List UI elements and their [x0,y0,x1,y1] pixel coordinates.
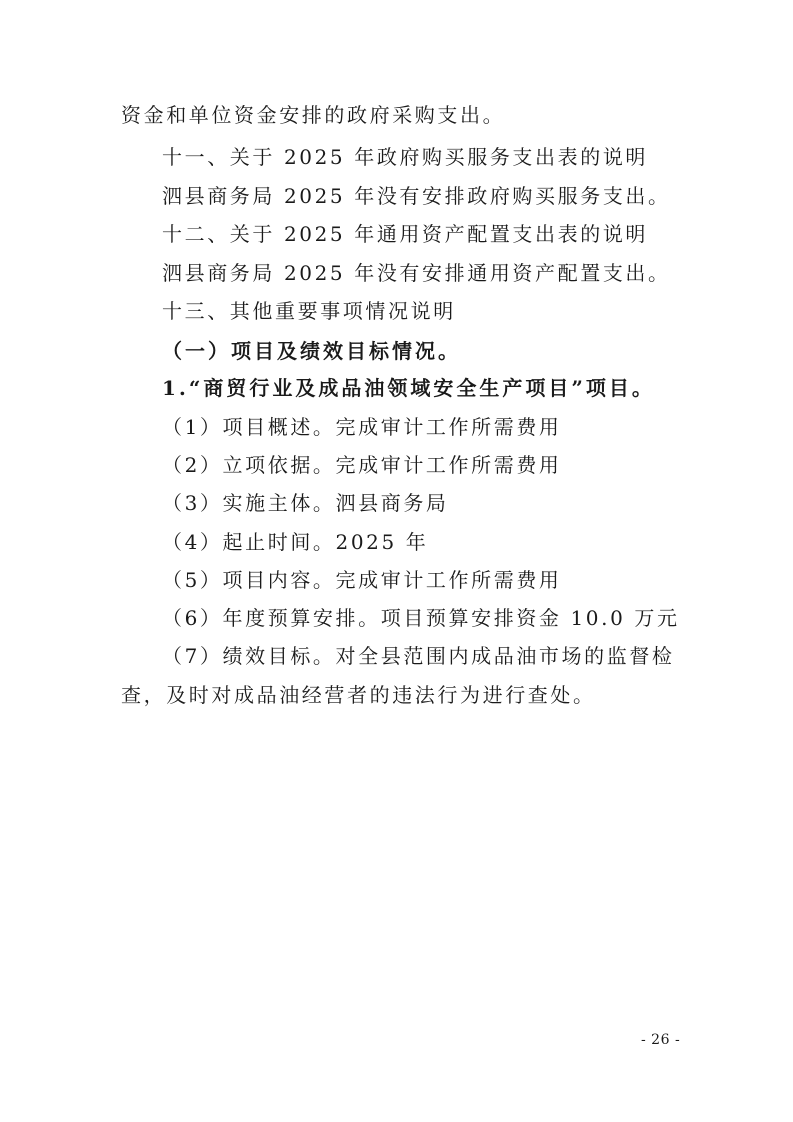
section-12-body: 泗县商务局 2025 年没有安排通用资产配置支出。 [162,261,671,285]
project-item-7: （7）绩效目标。对全县范围内成品油市场的监督检 [162,644,675,668]
section-heading-12: 十二、关于 2025 年通用资产配置支出表的说明 [162,222,649,246]
project-item-6: （6）年度预算安排。项目预算安排资金 10.0 万元 [162,606,680,630]
section-heading-13: 十三、其他重要事项情况说明 [162,299,456,323]
project-item-3: （3）实施主体。泗县商务局 [162,491,449,515]
project-item-5: （5）项目内容。完成审计工作所需费用 [162,568,562,592]
page-number: - 26 - [641,1032,681,1048]
project-item-4: （4）起止时间。2025 年 [162,530,429,554]
subsection-heading-1: （一）项目及绩效目标情况。 [162,339,461,363]
section-heading-11: 十一、关于 2025 年政府购买服务支出表的说明 [162,145,649,169]
project-item-1: （1）项目概述。完成审计工作所需费用 [162,415,562,439]
project-item-7-continuation: 查，及时对成品油经营者的违法行为进行查处。 [121,683,596,707]
project-title: 1.“商贸行业及成品油领域安全生产项目”项目。 [162,376,655,400]
section-11-body: 泗县商务局 2025 年没有安排政府购买服务支出。 [162,184,671,208]
paragraph-continuation: 资金和单位资金安排的政府采购支出。 [121,103,506,127]
project-item-2: （2）立项依据。完成审计工作所需费用 [162,453,562,477]
